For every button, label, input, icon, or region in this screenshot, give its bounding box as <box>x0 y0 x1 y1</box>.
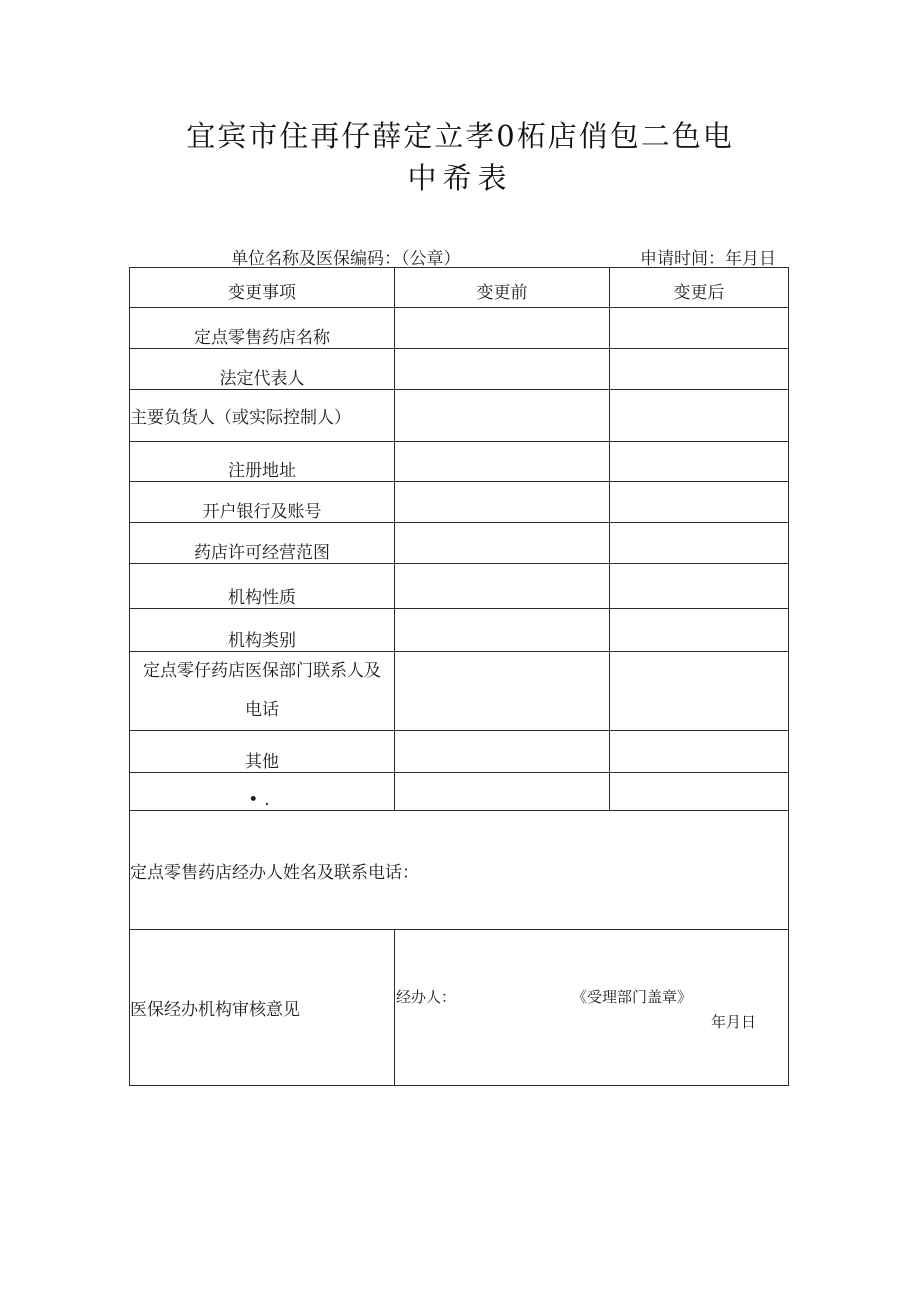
after-cell-extra[interactable] <box>610 773 789 811</box>
before-cell-contact-person[interactable] <box>395 652 610 731</box>
after-cell-contact-person[interactable] <box>610 652 789 731</box>
after-cell-store-name[interactable] <box>610 308 789 349</box>
after-cell-category[interactable] <box>610 609 789 652</box>
row-label-bank: 开户银行及账号 <box>130 482 395 523</box>
row-label-ellipsis: •. <box>130 773 395 811</box>
header-after-change: 变更后 <box>610 268 789 308</box>
before-cell-store-name[interactable] <box>395 308 610 349</box>
table-row <box>130 442 789 482</box>
after-cell-principal[interactable] <box>610 390 789 442</box>
header-before-change: 变更前 <box>395 268 610 308</box>
table-row <box>130 390 789 442</box>
row-label-category: 机构类别 <box>130 609 395 652</box>
after-cell-bank[interactable] <box>610 482 789 523</box>
row-label-store-name: 定点零售药店名称 <box>130 308 395 349</box>
before-cell-nature[interactable] <box>395 564 610 609</box>
review-opinion-label: 医保经办机构审核意见 <box>130 930 395 1086</box>
row-label-contact-person-line1: 定点零仔药店医保部门联系人及 <box>143 661 381 681</box>
table-row <box>130 652 789 731</box>
before-cell-bank[interactable] <box>395 482 610 523</box>
before-cell-legal-rep[interactable] <box>395 349 610 390</box>
row-label-contact-person-line2: 电话 <box>245 700 279 720</box>
review-opinion-cell[interactable] <box>395 930 789 1086</box>
table-row <box>130 308 789 349</box>
before-cell-other[interactable] <box>395 731 610 773</box>
review-stamp-label: 《受理部门盖章》 <box>572 988 693 1006</box>
row-label-license-scope: 药店许可经营范图 <box>130 523 395 564</box>
row-label-address: 注册地址 <box>130 442 395 482</box>
row-label-nature: 机构性质 <box>130 564 395 609</box>
before-cell-extra[interactable] <box>395 773 610 811</box>
application-date-label: 申请时间：年月日 <box>640 249 776 269</box>
after-cell-nature[interactable] <box>610 564 789 609</box>
table-header-row <box>130 268 789 308</box>
row-label-principal: 主要负货人（或实际控制人） <box>130 390 395 442</box>
table-row <box>130 349 789 390</box>
table-row <box>130 482 789 523</box>
row-label-other: 其他 <box>130 731 395 773</box>
table-row <box>130 773 789 811</box>
form-title-line-1: 宜宾市住再仔薛定立孝0柘店俏包二色电 <box>186 119 734 153</box>
table-row <box>130 523 789 564</box>
contact-row <box>130 811 789 930</box>
after-cell-address[interactable] <box>610 442 789 482</box>
after-cell-license-scope[interactable] <box>610 523 789 564</box>
row-label-legal-rep: 法定代表人 <box>130 349 395 390</box>
review-date-label: 年月日 <box>711 1013 757 1031</box>
before-cell-category[interactable] <box>395 609 610 652</box>
header-change-item: 变更事项 <box>130 268 395 308</box>
handler-contact-label[interactable]: 定点零售药店经办人姓名及联系电话： <box>130 811 789 930</box>
unit-name-label: 单位名称及医保编码：（公章） <box>231 249 461 269</box>
before-cell-principal[interactable] <box>395 390 610 442</box>
before-cell-license-scope[interactable] <box>395 523 610 564</box>
review-handler-label: 经办人： <box>396 988 457 1006</box>
after-cell-other[interactable] <box>610 731 789 773</box>
before-cell-address[interactable] <box>395 442 610 482</box>
form-title-line-2: 中希表 <box>407 161 513 195</box>
row-label-contact-person <box>130 652 395 731</box>
after-cell-legal-rep[interactable] <box>610 349 789 390</box>
review-row <box>130 930 789 1086</box>
table-row <box>130 564 789 609</box>
table-row <box>130 731 789 773</box>
table-row <box>130 609 789 652</box>
change-application-table <box>129 267 789 1086</box>
